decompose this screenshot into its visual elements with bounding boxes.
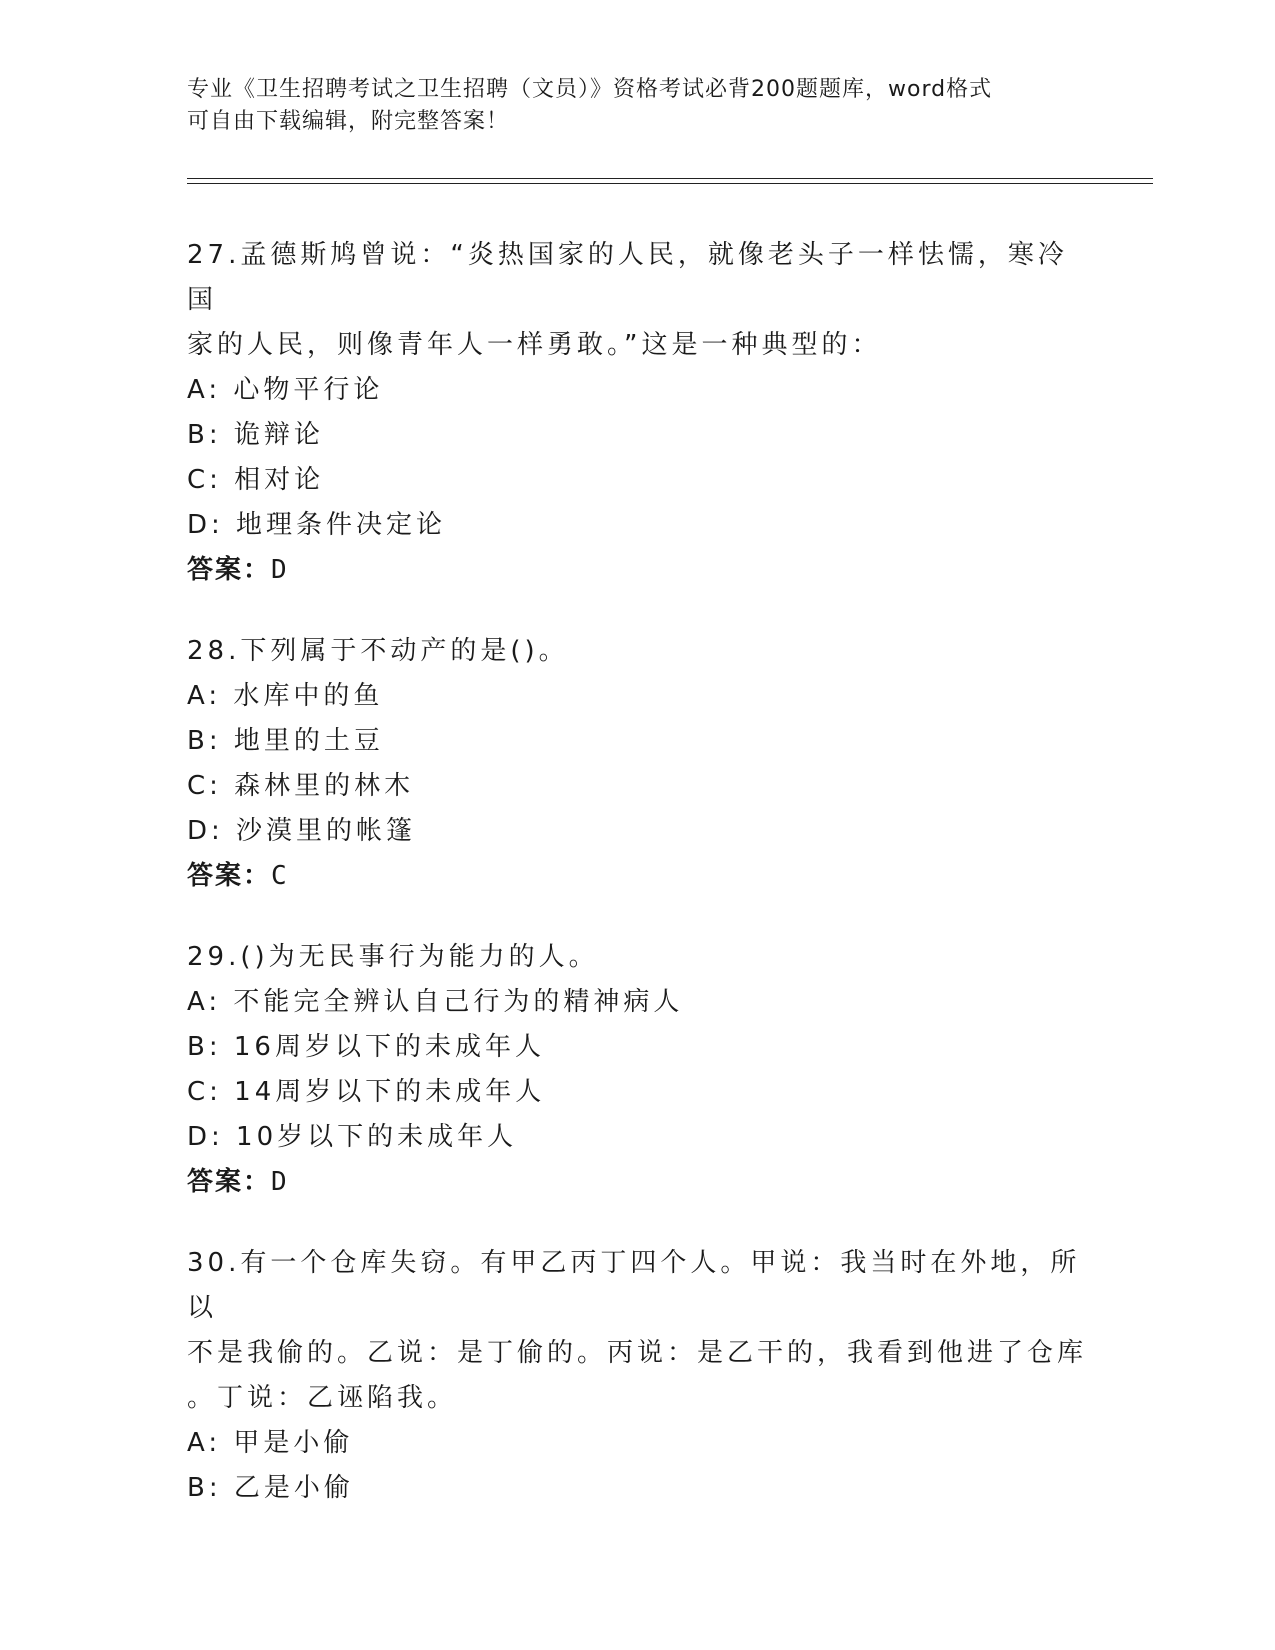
question-block	[187, 1241, 1087, 1511]
question-stem-line: 家的人民，则像青年人一样勇敢。”这是一种典型的：	[187, 330, 882, 360]
answer-line	[187, 854, 1087, 899]
answer-label: 答案：	[187, 861, 272, 891]
answer-option: A: 水库中的鱼	[187, 681, 384, 711]
header-divider-top	[187, 178, 1153, 179]
question-stem-line: 29.()为无民事行为能力的人。	[187, 942, 599, 972]
question-stem-line: 30.有一个仓库失窃。有甲乙丙丁四个人。甲说：我当时在外地，所以	[187, 1248, 1081, 1323]
answer-option: A: 甲是小偷	[187, 1428, 354, 1458]
answer-option: C: 相对论	[187, 465, 325, 495]
question-stem-line: 。丁说：乙诬陷我。	[187, 1383, 458, 1413]
question-stem-line: 27.孟德斯鸠曾说：“炎热国家的人民，就像老头子一样怯懦，寒冷国	[187, 240, 1068, 315]
answer-option: D: 10岁以下的未成年人	[187, 1122, 518, 1152]
answer-value: C	[271, 861, 287, 891]
header-title-line-2: 可自由下载编辑，附完整答案！	[187, 109, 510, 134]
answer-option: A: 心物平行论	[187, 375, 384, 405]
answer-option: B: 地里的土豆	[187, 726, 384, 756]
answer-option: B: 乙是小偷	[187, 1473, 354, 1503]
header-title-line-1: 专业《卫生招聘考试之卫生招聘（文员）》资格考试必背200题题库，word格式	[187, 77, 993, 102]
question-list	[187, 233, 1087, 1547]
answer-option: B: 诡辩论	[187, 420, 324, 450]
answer-option: C: 14周岁以下的未成年人	[187, 1077, 546, 1107]
answer-label: 答案：	[187, 555, 272, 585]
answer-option: D: 沙漠里的帐篷	[187, 816, 417, 846]
question-block	[187, 233, 1087, 593]
answer-option: A: 不能完全辨认自己行为的精神病人	[187, 987, 684, 1017]
answer-value: D	[271, 555, 287, 585]
answer-value: D	[271, 1167, 287, 1197]
question-stem-line: 不是我偷的。乙说：是丁偷的。丙说：是乙干的，我看到他进了仓库	[187, 1338, 1088, 1368]
answer-option: D: 地理条件决定论	[187, 510, 447, 540]
answer-label: 答案：	[187, 1167, 272, 1197]
document-header	[187, 74, 1087, 138]
answer-option: C: 森林里的林木	[187, 771, 415, 801]
question-block	[187, 629, 1087, 899]
answer-line	[187, 1160, 1087, 1205]
answer-option: B: 16周岁以下的未成年人	[187, 1032, 545, 1062]
header-divider-bottom	[187, 183, 1153, 184]
answer-line	[187, 548, 1087, 593]
question-stem-line: 28.下列属于不动产的是()。	[187, 636, 569, 666]
question-block	[187, 935, 1087, 1205]
